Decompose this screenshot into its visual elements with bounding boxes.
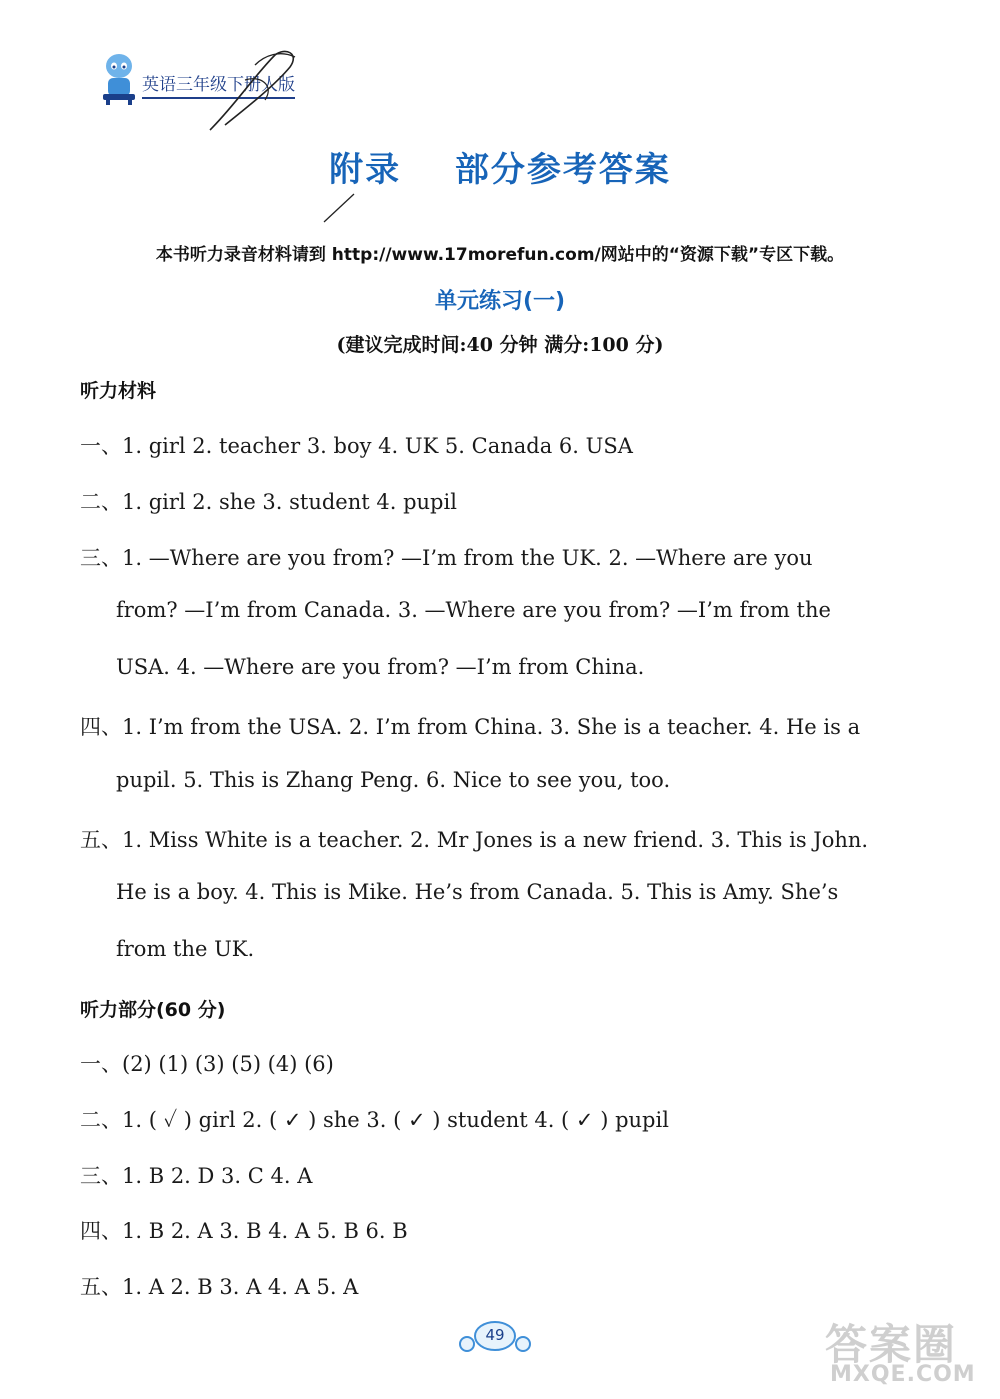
answer-line: 四、1. B 2. A 3. B 4. A 5. B 6. B: [80, 1219, 408, 1243]
answer-line: 二、1. ( ✓ ) girl 2. ( ✓ ) she 3. ( ✓ ) student 4. ( ✓ ) pupil: [80, 1108, 669, 1132]
watermark-url: MXQE.COM: [830, 1362, 976, 1387]
answer-line: 一、(2) (1) (3) (5) (4) (6): [80, 1052, 334, 1076]
section-heading-listening-part: 听力部分(60 分): [80, 999, 226, 1021]
unit-title: 单元练习(一): [434, 289, 566, 314]
book-label: 英语三年级下册人版: [142, 70, 295, 99]
mascot-icon: [100, 52, 138, 106]
pen-mark-icon: [322, 192, 356, 224]
material-line: 一、1. girl 2. teacher 3. boy 4. UK 5. Canada 6. USA: [80, 434, 633, 458]
title-answers: 部分参考答案: [454, 150, 671, 190]
page-number: 49: [485, 1326, 505, 1344]
answer-line: 三、1. B 2. D 3. C 4. A: [80, 1164, 313, 1188]
material-line: He is a boy. 4. This is Mike. He’s from Canada. 5. This is Amy. She’s: [116, 880, 839, 904]
material-line: USA. 4. —Where are you from? —I’m from China.: [116, 655, 645, 679]
material-line: pupil. 5. This is Zhang Peng. 6. Nice to see you, too.: [116, 768, 671, 792]
time-note: (建议完成时间:40 分钟 满分:100 分): [336, 334, 664, 356]
watermark-logo: 答案圈: [825, 1320, 958, 1369]
page-title: [0, 142, 1000, 191]
section-heading-listening-material: 听力材料: [80, 380, 157, 402]
watermark: [820, 1312, 995, 1392]
pen-scribble-icon: [205, 45, 305, 135]
title-appendix: 附录: [329, 150, 402, 190]
answer-line: 五、1. A 2. B 3. A 4. A 5. A: [80, 1275, 359, 1299]
material-line: 四、1. I’m from the USA. 2. I’m from China. 3. She is a teacher. 4. He is a: [80, 715, 861, 739]
material-line: 二、1. girl 2. she 3. student 4. pupil: [80, 490, 457, 514]
material-line: from? —I’m from Canada. 3. —Where are you from? —I’m from the: [116, 598, 831, 622]
material-line-text: 三、1. —Where are you from? —I’m from the UK. 2. —Where are you: [80, 546, 813, 570]
download-notice: 本书听力录音材料请到 http://www.17morefun.com/网站中的“资源下载”专区下载。: [155, 245, 845, 265]
material-line: [80, 542, 915, 572]
material-line: 五、1. Miss White is a teacher. 2. Mr Jones is a new friend. 3. This is John.: [80, 828, 869, 852]
material-line: from the UK.: [116, 937, 255, 961]
